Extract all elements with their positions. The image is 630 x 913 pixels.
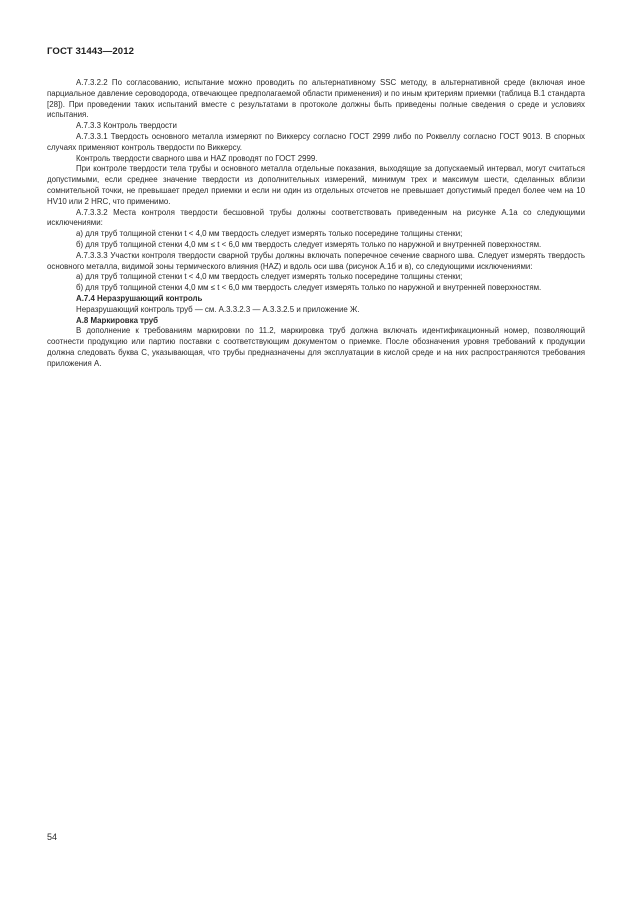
list-item-a-seamless: а) для труб толщиной стенки t < 4,0 мм твердость следует измерять только посередине толщины стенки; <box>76 229 463 239</box>
paragraph-a7322: А.7.3.2.2 По согласованию, испытание можно проводить по альтернативному SSC методу, в альтернативной среде (включая иное парциальное давление сероводорода, отвечающее предполагаемой области применения) и по иным критериям приемки (таблица В.1 стандарта [28]). При проведении таких испытаний вместе с результатами в протоколе должны быть приведены полные сведения о среде и условиях испытания. <box>47 78 585 120</box>
list-item-b-seamless: б) для труб толщиной стенки 4,0 мм ≤ t < 6,0 мм твердость следует измерять только по наружной и внутренней поверхностям. <box>76 239 542 249</box>
paragraph-a7332: А.7.3.3.2 Места контроля твердости бесшовной трубы должны соответствовать приведенным на рисунке А.1а со следующими исключениями: <box>47 207 585 228</box>
paragraph-a7333: А.7.3.3.3 Участки контроля твердости сварной трубы должны включать поперечное сечение сварного шва. Следует измерять твердость основного металла, видимой зоны термического влияния (HAZ) и вдоль оси шва (рисунок А.1б и в), со следующими исключениями: <box>47 250 585 271</box>
paragraph-weld-hardness: Контроль твердости сварного шва и HAZ проводят по ГОСТ 2999. <box>76 153 318 163</box>
list-item-b-welded: б) для труб толщиной стенки 4,0 мм ≤ t < 6,0 мм твердость следует измерять только по наружной и внутренней поверхностям. <box>76 283 542 293</box>
heading-a733: А.7.3.3 Контроль твердости <box>76 121 177 131</box>
page-number: 54 <box>47 832 58 842</box>
list-item-a-welded: а) для труб толщиной стенки t < 4,0 мм твердость следует измерять только посередине толщины стенки; <box>76 272 463 282</box>
document-body <box>47 78 585 370</box>
document-header: ГОСТ 31443—2012 <box>47 46 135 57</box>
paragraph-ndt: Неразрушающий контроль труб — см. А.3.3.2.3 — А.3.3.2.5 и приложение Ж. <box>76 304 360 314</box>
paragraph-hardness-readings: При контроле твердости тела трубы и основного металла отдельные показания, выходящие за допускаемый интервал, могут считаться допустимыми, если среднее значение твердости из дополнительных измерений, минимум трех и максимум шести, сделанных вблизи сомнительной точки, не превышает предел приемки и если ни один из отдельных отсчетов не превышает допустимый предел более чем на 10 HV10 или 2 HRC, что применимо. <box>47 164 585 206</box>
section-heading-a8: А.8 Маркировка труб <box>76 315 159 325</box>
section-heading-a74: А.7.4 Неразрушающий контроль <box>76 293 203 303</box>
paragraph-marking: В дополнение к требованиям маркировки по 11.2, маркировка труб должна включать идентификационный номер, позволяющий соотнести продукцию или партию поставки с соответствующим документом о приемке. После обозначения уровня требований к продукции должна следовать буква С, указывающая, что трубы предназначены для эксплуатации в кислой среде и на них распространяются требования приложения А. <box>47 326 585 368</box>
paragraph-a7331: А.7.3.3.1 Твердость основного металла измеряют по Виккерсу согласно ГОСТ 2999 либо по Роквеллу согласно ГОСТ 9013. В спорных случаях применяют контроль твердости по Виккерсу. <box>47 131 585 152</box>
